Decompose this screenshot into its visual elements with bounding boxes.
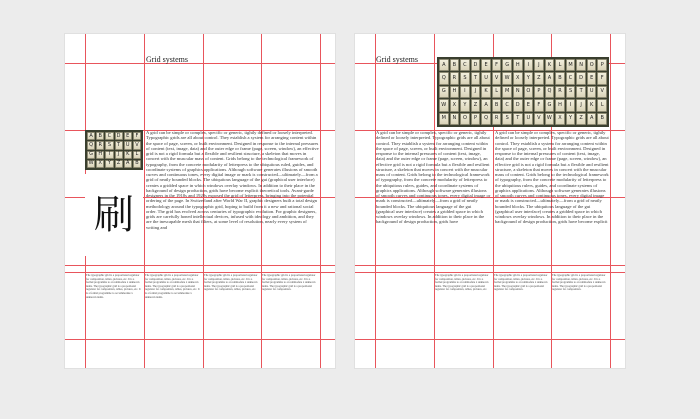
keycap: K	[587, 99, 597, 111]
right-page	[355, 34, 625, 368]
chinese-glyph: 刷	[94, 192, 134, 238]
keycap: H	[96, 151, 104, 159]
keycap: N	[576, 59, 586, 71]
keycap: J	[576, 99, 586, 111]
keycap: M	[439, 113, 449, 125]
keycap: X	[450, 99, 460, 111]
keycap: Y	[105, 160, 113, 168]
keycap: T	[576, 86, 586, 98]
keycap: Q	[545, 86, 555, 98]
grid-line	[355, 272, 625, 273]
footnote-3: The typographic grid is a proportional regulator for composition, tables, pictures, etc. It is a formal programme to accommodate x unknown items. The typographic grid is a proportional regulator for composition, tables, pictures, etc.	[204, 274, 258, 292]
keycap: W	[545, 113, 555, 125]
keycap: J	[471, 86, 481, 98]
keycap: G	[502, 59, 512, 71]
keycap: C	[460, 59, 470, 71]
keycap: Q	[481, 113, 491, 125]
footnote-1: The typographic grid is a proportional regulator for composition, tables, pictures, etc. It is a formal programme to accommodate x unknown items. The typographic grid is a proportional regulator for composition, tables, pictures, etc. It is a formal programme to accommodate x unknown items.	[86, 274, 141, 299]
keycap: B	[133, 160, 141, 168]
keycap: S	[502, 113, 512, 125]
keycap: A	[87, 132, 95, 140]
page-title: Grid systems	[146, 55, 188, 64]
left-page	[65, 34, 335, 368]
grid-line	[65, 272, 335, 273]
keyboard-photo-small	[85, 130, 143, 170]
keycap: M	[502, 86, 512, 98]
keycap: B	[555, 72, 565, 84]
keycap: R	[492, 113, 502, 125]
keycap: B	[597, 113, 607, 125]
keycap: F	[492, 59, 502, 71]
keycap: S	[105, 141, 113, 149]
keycap: I	[460, 86, 470, 98]
keyboard-photo-large	[437, 57, 609, 127]
keycap: F	[534, 99, 544, 111]
keycap: B	[96, 132, 104, 140]
keycap: C	[105, 132, 113, 140]
footnote-2: The typographic grid is a proportional regulator for composition, tables, pictures, etc. It is a formal programme to accommodate x unknown items. The typographic grid is a proportional regulator for composition.	[494, 274, 548, 292]
keycap: G	[545, 99, 555, 111]
keycap: U	[481, 72, 491, 84]
keycap: M	[566, 59, 576, 71]
grid-line	[65, 339, 335, 340]
keycap: E	[124, 132, 132, 140]
keycap: O	[524, 86, 534, 98]
keycap: E	[481, 59, 491, 71]
keycap: D	[471, 59, 481, 71]
keycap: P	[597, 59, 607, 71]
keycap: L	[555, 59, 565, 71]
keycap: R	[96, 141, 104, 149]
keycap: C	[566, 72, 576, 84]
grid-line	[320, 34, 321, 368]
keycap: D	[513, 99, 523, 111]
keycap: V	[133, 141, 141, 149]
keycap: A	[481, 99, 491, 111]
footnote-4: The typographic grid is a proportional regulator for composition, tables, pictures, etc. It is a formal programme to accommodate x unknown items. The typographic grid is a proportional regulator for composition.	[262, 274, 316, 292]
keycap: K	[481, 86, 491, 98]
keycap: D	[115, 132, 123, 140]
keycap: X	[513, 72, 523, 84]
keycap: H	[513, 59, 523, 71]
keycap: Y	[460, 99, 470, 111]
keycap: W	[439, 99, 449, 111]
keycap: J	[115, 151, 123, 159]
keycap: W	[502, 72, 512, 84]
keycap: C	[502, 99, 512, 111]
keycap: T	[513, 113, 523, 125]
page-title: Grid systems	[376, 55, 418, 64]
keycap: X	[555, 113, 565, 125]
keycap: P	[534, 86, 544, 98]
keycap: F	[133, 132, 141, 140]
keycap: A	[587, 113, 597, 125]
keycap: E	[587, 72, 597, 84]
keycap: H	[555, 99, 565, 111]
keycap: Z	[115, 160, 123, 168]
keycap: L	[133, 151, 141, 159]
keycap: K	[545, 59, 555, 71]
footnote-2: The typographic grid is a proportional regulator for composition, tables, pictures, etc. It is a formal programme to accommodate x unknown items. The typographic grid is a proportional regulator for composition, tables, pictures, etc. It is a formal programme to accommodate x unknown items.	[145, 274, 200, 299]
keycap: K	[124, 151, 132, 159]
keycap: N	[450, 113, 460, 125]
keycap: S	[566, 86, 576, 98]
keycap: O	[587, 59, 597, 71]
keycap: A	[124, 160, 132, 168]
grid-line	[355, 339, 625, 340]
keycap: O	[460, 113, 470, 125]
keycap: A	[545, 72, 555, 84]
keycap: Z	[576, 113, 586, 125]
keycap: E	[524, 99, 534, 111]
keycap: S	[460, 72, 470, 84]
keycap: Q	[87, 141, 95, 149]
keycap: B	[492, 99, 502, 111]
keycap: U	[124, 141, 132, 149]
keycap: J	[534, 59, 544, 71]
keycap: V	[534, 113, 544, 125]
keycap: I	[524, 59, 534, 71]
keycap: U	[587, 86, 597, 98]
grid-line	[610, 34, 611, 368]
keycap: B	[450, 59, 460, 71]
keycap: W	[88, 160, 94, 167]
keycap: L	[597, 99, 607, 111]
keycap: U	[524, 113, 534, 125]
keycap: Z	[471, 99, 481, 111]
body-text-column-2: A grid can be simple or complex, specific or generic, tightly defined or loosely interpreted. Typographic grids are all about control. They establish a system for arranging content within the space of page, screen, or built environment. Designed in response to the internal pressures of content (text, image, data) and the outer edge or frame (page, screen, window), an effective grid is not a rigid formula but a flexible and resilient structure, a skeleton that moves in concert with the muscular mass of content. Grids belong to the technological framework of typography, from the concrete modularity of letterpress to the ubiquitous rulers, guides, and coordinate systems of graphics applications. Although software generates illusions of smooth curves and continuous tones, every digital image or mark is constructed—ultimately—from a grid of neatly bounded blocks. The ubiquitous language of the gui (graphical user interface) creates a gridded space in which windows overlay windows. In addition to their place in the background of design production, grids have become explicit	[495, 130, 609, 225]
keycap: Y	[524, 72, 534, 84]
chinese-glyph-figure	[85, 174, 143, 256]
keycap: X	[96, 160, 104, 168]
keycap: G	[87, 151, 95, 159]
keycap: V	[597, 86, 607, 98]
keycap: T	[471, 72, 481, 84]
keycap: Q	[439, 72, 449, 84]
keycap: I	[105, 151, 113, 159]
keycap: F	[597, 72, 607, 84]
keycap: P	[471, 113, 481, 125]
keycap: Y	[566, 113, 576, 125]
body-text: A grid can be simple or complex, specific or generic, tightly defined or loosely interpreted. Typographic grids are all about control. They establish a system for arranging content within the space of page, screen, or built environment. Designed in response to the internal pressures of content (text, image, data) and the outer edge or frame (page, screen, window), an effective grid is not a rigid formula but a flexible and resilient structure, a skeleton that moves in concert with the muscular mass of content. Grids belong to the technological framework of typography, from the concrete modularity of letterpress to the ubiquitous ruled, guides, and coordinate systems of graphics applications. Although software generates illusions of smooth curves and continuous tones, every digital image or mark is constructed—ultimately—from a grid of neatly bounded blocks. The ubiquitous language of the gui (graphical user interface) creates a gridded space in which windows overlay windows. In addition to their place in the background of design production, grids have become explicit theoretical tools. Avant-garde designers in the 1910s and 1920s exposed the grid of letterpress, bringing into the potential ordering of the page. In Switzerland after World War II, graphic designers built a total design methodology around the typographic grid, hoping to build from it a new and rational social order. The grid has evolved across centuries of typographic evolution. For graphic designers, grids are carefully honed intellectual devices, infused with ideology and ambition, and they are the inescapable mesh that filters, at some level of resolution, nearly every system of writing and	[146, 130, 319, 230]
footnote-1: The typographic grid is a proportional regulator for composition, tables, pictures, etc. It is a formal programme to accommodate x unknown items. The typographic grid is a proportional regulator for composition, tables, pictures, etc.	[435, 274, 489, 292]
keycap: T	[115, 141, 123, 149]
footnote-3: The typographic grid is a proportional regulator for composition, tables, pictures, etc. It is a formal programme to accommodate x unknown items. The typographic grid is a proportional regulator for composition.	[552, 274, 606, 292]
body-text-column-1: A grid can be simple or complex, specific or generic, tightly defined or loosely interpreted. Typographic grids are all about control. They establish a system for arranging content within the space of page, screen, or built environment. Designed in response to the internal pressures of content (text, image, data) and the outer edge or frame (page, screen, window), an effective grid is not a rigid formula but a flexible and resilient structure, a skeleton that moves in concert with the muscular mass of content. Grids belong to the technological framework of typography, from the concrete modularity of letterpress to the ubiquitous rulers, guides, and coordinate systems of graphics applications. Although software generates illusions of smooth curves and continuous tones, every digital image or mark is constructed—ultimately—from a grid of neatly bounded blocks. The ubiquitous language of the gui (graphical user interface) creates a gridded space in which windows overlay windows. In addition to their place in the background of design production, grids have	[376, 130, 492, 225]
keycap: G	[439, 86, 449, 98]
keycap: H	[450, 86, 460, 98]
keycap: N	[513, 86, 523, 98]
keycap: L	[492, 86, 502, 98]
keycap: A	[439, 59, 449, 71]
grid-line	[65, 63, 335, 64]
keycap: Z	[534, 72, 544, 84]
keycap: D	[576, 72, 586, 84]
keycap: R	[450, 72, 460, 84]
keycap: V	[492, 72, 502, 84]
keycap: R	[555, 86, 565, 98]
keycap: I	[566, 99, 576, 111]
